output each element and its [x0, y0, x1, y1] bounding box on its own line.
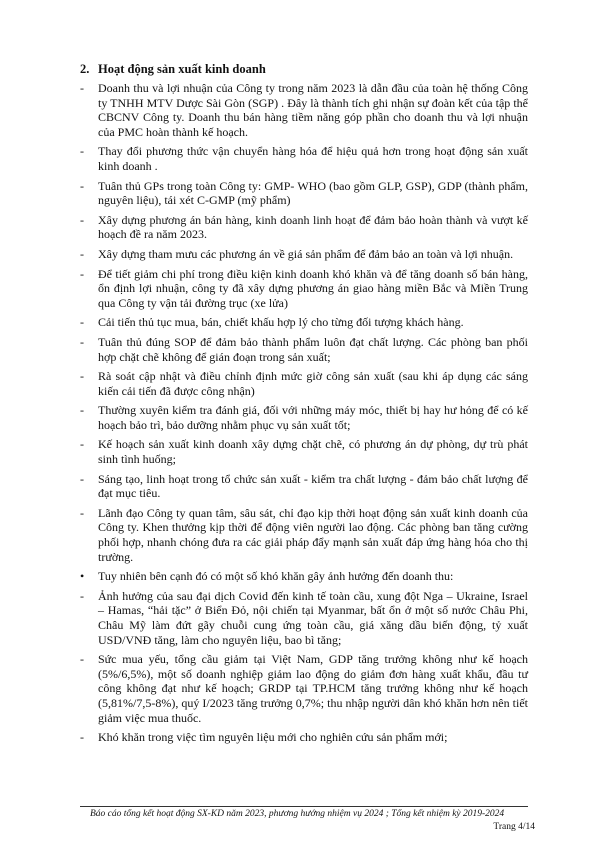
list-item: [80, 144, 528, 173]
list-item-text: Thay đổi phương thức vận chuyển hàng hóa để hiệu quả hơn trong hoạt động sản xuất kinh doanh .: [98, 144, 528, 173]
section-number: 2.: [80, 62, 90, 76]
list-item-text: Để tiết giảm chi phí trong điều kiện kinh doanh khó khăn và để tăng doanh số bán hàng, ổn định lợi nhuận, công ty đã xây dựng phương án giao hàng miền Bắc và Miền Trung qua Công ty vận tải đường trục (xe lửa): [98, 266, 528, 310]
list-item-text: Tuy nhiên bên cạnh đó có một số khó khăn gây ảnh hưởng đến doanh thu:: [98, 569, 454, 584]
list-bullet: -: [80, 471, 84, 486]
list-bullet: -: [80, 403, 84, 418]
list-item: [80, 267, 528, 311]
list-item: [80, 437, 528, 466]
list-bullet: -: [80, 246, 84, 261]
list-item-text: Khó khăn trong việc tìm nguyên liệu mới cho nghiên cứu sản phẩm mới;: [98, 730, 448, 745]
list-bullet: -: [80, 212, 84, 227]
section-heading: [80, 62, 266, 77]
list-bullet: -: [80, 652, 84, 667]
list-item: [80, 179, 528, 208]
list-bullet: •: [80, 569, 85, 584]
list-bullet: -: [80, 144, 84, 159]
list-bullet: -: [80, 369, 84, 384]
bullet-list: [80, 81, 528, 750]
section-title: Hoạt động sản xuất kinh doanh: [98, 62, 266, 76]
list-bullet: -: [80, 730, 84, 745]
list-item: [80, 335, 528, 364]
list-item: [80, 369, 528, 398]
list-item: [80, 403, 528, 432]
list-item-text: Lãnh đạo Công ty quan tâm, sâu sát, chỉ đạo kịp thời hoạt động sản xuất kinh doanh của Công ty. Khen thưởng kịp thời để động viên người lao động. Các phòng ban tăng cường phối hợp, nhanh chóng đưa ra các giải pháp đẩy mạnh sản xuất đáp ứng hàng hóa cho thị trường.: [98, 505, 528, 564]
list-item-text: Cải tiến thủ tục mua, bán, chiết khấu hợp lý cho từng đối tượng khách hàng.: [98, 315, 464, 330]
list-item: [80, 730, 528, 745]
list-item: [80, 315, 528, 330]
list-item-text: Tuân thủ đúng SOP để đảm bảo thành phẩm luôn đạt chất lượng. Các phòng ban phối hợp chặt chẽ không để gián đoạn trong sản xuất;: [98, 334, 528, 364]
list-item-text: Sức mua yếu, tổng cầu giảm tại Việt Nam, GDP tăng trưởng không như kế hoạch (5%/6,5%), một số doanh nghiệp giảm lao động do giảm đơn hàng xuất khẩu, đầu tư công không đạt như kế hoạch; GRDP tại TP.HCM tăng trưởng không như kế hoạch (5,81%/7,5-8%), quý I/2023 tăng trưởng 0,7%; thu nhập người dân khó khăn hơn nên tiết giảm việc mua thuốc.: [98, 652, 528, 725]
list-item: [80, 247, 528, 262]
list-item: [80, 506, 528, 564]
list-item: [80, 569, 528, 584]
list-bullet: -: [80, 334, 84, 349]
list-item-text: Ảnh hưởng của sau đại dịch Covid đến kinh tế toàn cầu, xung đột Nga – Ukraine, Israel – Hamas, “hải tặc” ở Biển Đỏ, nội chiến tại Myanmar, bất ổn ở một số nước Châu Phi, Châu Mỹ làm đứt gãy chuỗi cung ứng toàn cầu, giá xăng dầu biến động, tỷ xuất USD/VNĐ tăng, làm cho nguyên liệu, bao bì tăng;: [98, 588, 528, 647]
list-item: [80, 213, 528, 242]
list-item-text: Thường xuyên kiểm tra đánh giá, đối với những máy móc, thiết bị hay hư hỏng để có kế hoạch bảo trì, bảo dưỡng nhằm phục vụ sản xuất tốt;: [98, 403, 528, 432]
list-bullet: -: [80, 437, 84, 452]
list-item: [80, 472, 528, 501]
list-item-text: Sáng tạo, linh hoạt trong tổ chức sản xuất - kiểm tra chất lượng - đảm bảo chất lượng để đạt mục tiêu.: [98, 471, 528, 501]
list-item: [80, 81, 528, 139]
list-item-text: Rà soát cập nhật và điều chỉnh định mức giờ công sản xuất (sau khi áp dụng các sáng kiến cải tiến đã được công nhận): [98, 369, 528, 398]
footer-caption: Báo cáo tổng kết hoạt động SX-KD năm 2023, phương hướng nhiệm vụ 2024 ; Tổng kết nhiệm kỳ 2019-2024: [90, 809, 505, 819]
list-item-text: Doanh thu và lợi nhuận của Công ty trong năm 2023 là dẫn đầu của toàn hệ thống Công ty TNHH MTV Dược Sài Gòn (SGP) . Đây là thành tích ghi nhận sự đoàn kết của tập thể CBCNV Công ty. Doanh thu bán hàng tiềm năng góp phần cho doanh thu và lợi nhuận của PMC hoàn thành kế hoạch.: [98, 81, 528, 139]
footer-divider: [80, 806, 528, 807]
list-bullet: -: [80, 266, 84, 281]
page-number: Trang 4/14: [493, 822, 535, 832]
list-item-text: Kế hoạch sản xuất kinh doanh xây dựng chặt chẽ, có phương án dự phòng, dự trù phát sinh tình huống;: [98, 437, 528, 467]
list-bullet: -: [80, 178, 84, 193]
list-bullet: -: [80, 505, 84, 520]
list-bullet: -: [80, 588, 84, 603]
list-item-text: Xây dựng phương án bán hàng, kinh doanh linh hoạt để đảm bảo hoàn thành và vượt kế hoạch đề ra năm 2023.: [98, 212, 528, 242]
list-item-text: Tuân thủ GPs trong toàn Công ty: GMP- WHO (bao gồm GLP, GSP), GDP (thành phẩm, nguyên liệu), tái xét C-GMP (mỹ phẩm): [98, 178, 528, 208]
list-bullet: -: [80, 315, 84, 330]
list-bullet: -: [80, 81, 84, 95]
list-item-text: Xây dựng tham mưu các phương án về giá sản phẩm để đảm bảo an toàn và lợi nhuận.: [98, 246, 514, 261]
list-item: [80, 652, 528, 725]
list-item: [80, 589, 528, 647]
